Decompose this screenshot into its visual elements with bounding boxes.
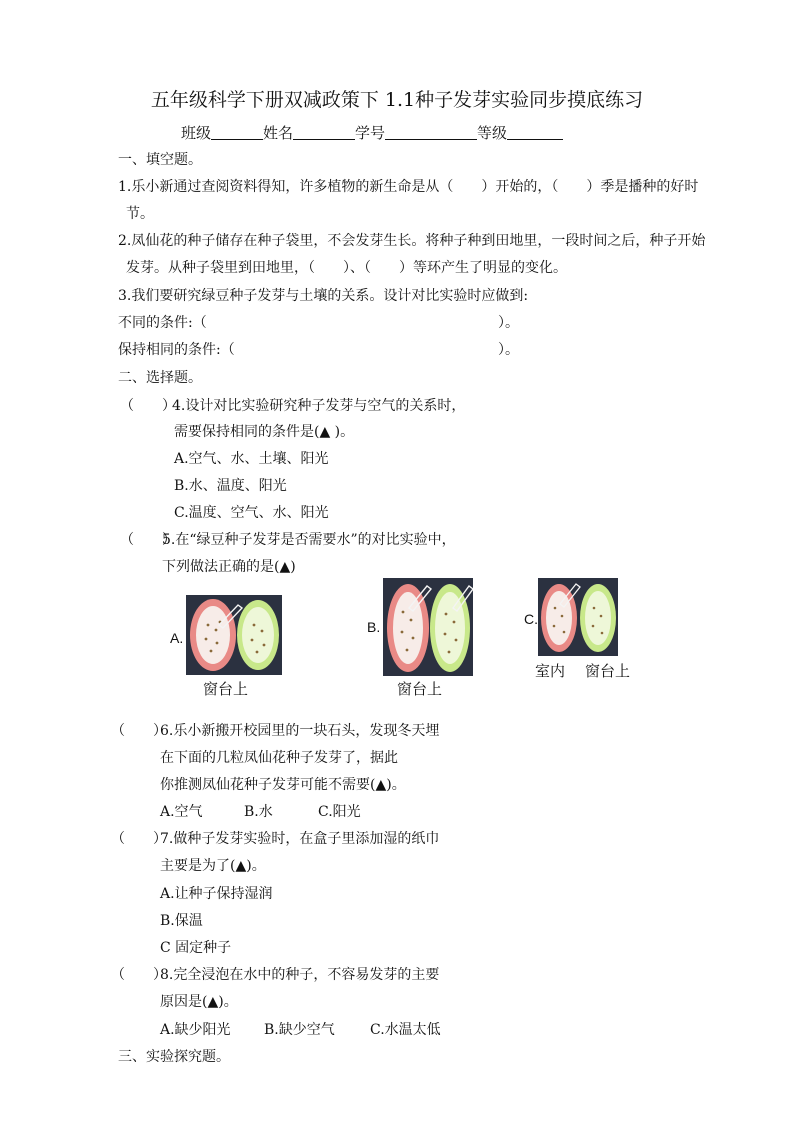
q7-stem-2: 主要是为了(▲)。 [160,858,266,874]
q2-line-2: 发芽。从种子袋里到田地里，（ ）、（ ）等环产生了明显的变化。 [126,260,567,276]
q6-stem-1: 6.乐小新搬开校园里的一块石头，发现冬天埋 [160,723,440,739]
section-heading-fill: 一、填空题。 [118,152,202,168]
class-blank[interactable] [211,125,263,140]
q1-line-1: 1.乐小新通过查阅资料得知，许多植物的新生命是从（ ）开始的，（ ）季是播种的好时 [118,179,699,195]
q5-option-c-label: C. [524,611,538,627]
q7-option-c: C 固定种子 [160,940,232,956]
q4-option-c: C.温度、空气、水、阳光 [174,505,329,521]
section-heading-experiment: 三、实验探究题。 [118,1049,230,1065]
q5-option-a-label: A. [170,630,184,646]
q3-diff-end: ）。 [498,315,519,331]
seed-dishes-illustration [383,578,473,676]
q5-option-c-caption-1: 室内 [535,662,566,680]
q2-line-1: 2.凤仙花的种子储存在种子袋里，不会发芽生长。将种子种到田地里，一段时间之后，种子开始 [118,233,706,249]
q5-option-b-photo[interactable] [383,578,473,676]
q6-stem-2: 在下面的几粒凤仙花种子发芽了，据此 [160,750,398,766]
q3-line-1: 3.我们要研究绿豆种子发芽与土壤的关系。设计对比实验时应做到: [118,288,529,304]
q8-answer-paren[interactable]: （ ） [111,967,167,983]
student-info-line [181,124,563,142]
page-title: 五年级科学下册双减政策下 1.1种子发芽实验同步摸底练习 [150,89,644,111]
q4-stem-2: 需要保持相同的条件是(▲ )。 [174,424,355,440]
q1-line-2: 节。 [126,206,154,222]
q5-answer-paren[interactable]: （ ） [120,532,176,548]
q8-option-a: A.缺少阳光 [160,1022,231,1038]
q4-option-a: A.空气、水、土壤、阳光 [174,451,329,467]
q5-option-c-caption-2: 窗台上 [585,662,631,680]
q7-stem-1: 7.做种子发芽实验时，在盒子里添加湿的纸巾 [160,831,440,847]
q3-same-end: ）。 [498,342,519,358]
seed-dishes-illustration [538,578,618,656]
q4-answer-paren[interactable]: （ ） [120,398,176,414]
q5-option-b-label: B. [367,619,381,635]
q7-answer-paren[interactable]: （ ） [111,831,167,847]
number-label: 学号 [355,124,386,142]
q8-stem-2: 原因是(▲)。 [160,994,238,1010]
q5-stem-2: 下列做法正确的是(▲) [162,559,296,575]
q8-option-b: B.缺少空气 [264,1022,335,1038]
q3-diff-label: 不同的条件:（ [118,315,207,331]
number-blank[interactable] [385,125,477,140]
grade-blank[interactable] [507,125,563,140]
section-heading-choice: 二、选择题。 [118,370,202,386]
q4-option-b: B.水、温度、阳光 [174,478,287,494]
q6-option-c: C.阳光 [318,804,361,820]
q7-option-a: A.让种子保持湿润 [160,886,273,902]
q6-option-a: A.空气 [160,804,203,820]
q6-stem-3: 你推测凤仙花种子发芽可能不需要(▲)。 [160,777,406,793]
name-blank[interactable] [293,125,355,140]
class-label: 班级 [181,124,212,142]
q6-option-b: B.水 [244,804,273,820]
q8-stem-1: 8.完全浸泡在水中的种子，不容易发芽的主要 [160,967,440,983]
name-label: 姓名 [263,124,294,142]
q8-option-c: C.水温太低 [370,1022,441,1038]
q5-option-a-caption: 窗台上 [203,680,249,698]
q6-answer-paren[interactable]: （ ） [111,723,167,739]
q5-option-b-caption: 窗台上 [397,680,443,698]
seed-dishes-illustration [186,595,282,675]
grade-label: 等级 [477,124,508,142]
q5-stem-1: 5.在“绿豆种子发芽是否需要水”的对比实验中， [162,532,456,548]
q3-same-label: 保持相同的条件:（ [118,342,235,358]
q7-option-b: B.保温 [160,913,203,929]
q5-option-a-photo[interactable] [186,595,282,675]
q5-option-c-photo[interactable] [538,578,618,656]
q4-stem-1: 4.设计对比实验研究种子发芽与空气的关系时， [172,398,466,414]
